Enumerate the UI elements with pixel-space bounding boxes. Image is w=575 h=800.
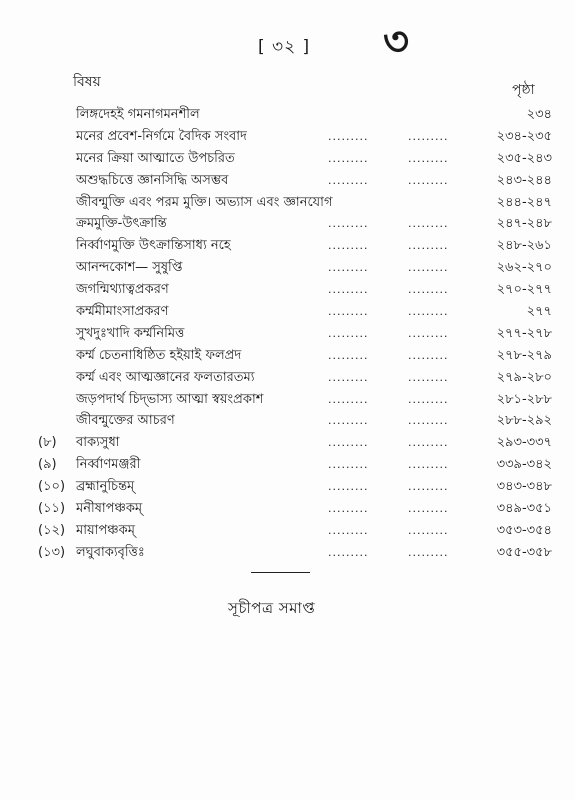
dot-leader: ......... [408, 392, 449, 406]
toc-row [0, 126, 575, 148]
toc-row-title: লিঙ্গদেহই গমনাগমনশীল [76, 107, 200, 122]
toc-row-pages: ২৭৭-২৭৮ [496, 325, 552, 341]
dot-leader: ......... [408, 326, 449, 340]
dot-leader: ......... [328, 436, 369, 450]
toc-row [0, 170, 575, 192]
toc-row [0, 454, 575, 476]
toc-row-title: সুখদুঃখাদি কর্ম্মনিমিত্ত [76, 325, 185, 341]
toc-row-title: জীবন্মুক্তের আচরণ [76, 413, 175, 429]
dot-leader: ......... [408, 348, 449, 362]
toc-row-title: ব্রহ্মানুচিন্তম্ [76, 479, 135, 495]
toc-row [0, 542, 575, 564]
toc-row-number: (১৩) [38, 544, 66, 560]
dot-leader: ......... [408, 129, 449, 143]
toc-row [0, 476, 575, 498]
dot-leader: ......... [408, 305, 449, 319]
toc-row-title: ক্রমমুক্তি-উৎক্রান্তি [76, 216, 167, 232]
toc-row-pages: ২৭৭ [526, 304, 552, 320]
dot-leader: ......... [328, 414, 369, 428]
toc-row [0, 235, 575, 257]
dot-leader: ......... [408, 545, 449, 559]
divider-rule [251, 572, 310, 573]
toc-row [0, 323, 575, 345]
dot-leader: ......... [408, 151, 449, 165]
dot-leader: ......... [328, 392, 369, 406]
toc-row-title: নির্ব্বাণমঞ্জরী [76, 457, 141, 473]
toc-row-pages: ২৮১-২৮৮ [496, 391, 552, 407]
toc-row-title: মনের প্রবেশ-নির্গমে বৈদিক সংবাদ [76, 128, 247, 144]
toc-row [0, 432, 575, 454]
dot-leader: ......... [328, 545, 369, 559]
dot-leader: ......... [328, 129, 369, 143]
section-mark: ৩ [383, 19, 410, 65]
toc-row-title: নির্ব্বাণমুক্তি উৎক্রান্তিসাধ্য নহে [76, 238, 231, 254]
toc-list [0, 104, 575, 564]
toc-row-title: জগন্মিথ্যাত্বপ্রকরণ [76, 282, 169, 298]
toc-row-number: (৯) [38, 457, 57, 473]
dot-leader: ......... [328, 348, 369, 362]
dot-leader: ......... [408, 414, 449, 428]
toc-row-title: জড়পদার্থ চিদ্‌ভাস্য আত্মা স্বয়ংপ্রকাশ [76, 391, 264, 407]
toc-row-pages: ২৭৮-২৭৯ [496, 347, 552, 363]
toc-row-pages: ৩৫৩-৩৫৪ [496, 522, 552, 538]
toc-row [0, 301, 575, 323]
toc-row [0, 520, 575, 542]
toc-row-pages: ২৯৩-৩৩৭ [496, 435, 552, 451]
dot-leader: ......... [328, 283, 369, 297]
dot-leader: ......... [328, 305, 369, 319]
toc-row-pages: ২৪৪-২৪৭ [496, 194, 552, 210]
toc-row-number: (১২) [38, 522, 66, 538]
toc-row-title: মনের ক্রিয়া আত্মাতে উপচরিত [76, 150, 235, 166]
toc-row [0, 367, 575, 389]
toc-row-pages: ২৭০-২৭৭ [496, 282, 552, 298]
toc-row-pages: ৩৫৫-৩৫৮ [496, 544, 552, 560]
dot-leader: ......... [328, 217, 369, 231]
page-number: [ ৩২ ] [258, 37, 311, 57]
toc-row-pages: ২৮৮-২৯২ [496, 413, 552, 429]
dot-leader: ......... [328, 173, 369, 187]
dot-leader: ......... [408, 502, 449, 516]
dot-leader: ......... [408, 261, 449, 275]
toc-row [0, 213, 575, 235]
dot-leader: ......... [328, 502, 369, 516]
toc-row-pages: ২৪৩-২৪৪ [496, 172, 552, 188]
dot-leader: ......... [328, 261, 369, 275]
dot-leader: ......... [408, 458, 449, 472]
header-subject: বিষয় [73, 74, 101, 90]
toc-row-pages: ২৩৫-২৪৩ [496, 150, 552, 166]
toc-row-title: বাক্যসুধা [76, 435, 120, 451]
toc-row-pages: ২৩৪-২৩৫ [496, 128, 552, 144]
toc-row-number: (১১) [38, 501, 66, 517]
toc-row-title: কর্ম্ম এবং আত্মজ্ঞানের ফলতারতম্য [76, 369, 255, 385]
toc-row-number: (৮) [38, 435, 57, 451]
toc-row-title: অশুদ্ধচিত্তে জ্ঞানসিদ্ধি অসম্ভব [76, 172, 229, 188]
toc-row-number: (১০) [38, 479, 66, 495]
toc-row [0, 279, 575, 301]
toc-row-pages: ২৪৭-২৪৮ [496, 216, 552, 232]
toc-row [0, 148, 575, 170]
dot-leader: ......... [328, 480, 369, 494]
toc-row-pages: ৩৪৯-৩৫১ [496, 501, 552, 517]
dot-leader: ......... [408, 523, 449, 537]
toc-row-pages: ২৩৪ [526, 107, 552, 122]
toc-row-pages: ২৭৯-২৮০ [496, 369, 552, 385]
dot-leader: ......... [328, 151, 369, 165]
dot-leader: ......... [328, 523, 369, 537]
dot-leader: ......... [328, 326, 369, 340]
toc-row-title: কর্ম্মমীমাংসাপ্রকরণ [76, 304, 169, 320]
toc-row [0, 104, 575, 126]
footer-text: সূচীপত্র সমাপ্ত [228, 599, 316, 617]
toc-row-title: আনন্দকোশ— সুষুপ্তি [76, 260, 183, 276]
dot-leader: ......... [408, 283, 449, 297]
dot-leader: ......... [328, 239, 369, 253]
toc-row [0, 257, 575, 279]
toc-row-title: কর্ম্ম চেতনাধিষ্ঠিত হইয়াই ফলপ্রদ [76, 347, 242, 363]
dot-leader: ......... [328, 370, 369, 384]
toc-row [0, 410, 575, 432]
dot-leader: ......... [408, 173, 449, 187]
toc-row-title: মনীষাপঞ্চকম্ [76, 501, 143, 517]
toc-row-pages: ২৪৮-২৬১ [496, 238, 552, 254]
toc-row [0, 345, 575, 367]
toc-row-title: লঘুবাক্যবৃত্তিঃ [76, 544, 145, 560]
dot-leader: ......... [408, 480, 449, 494]
toc-row-pages: ৩৪৩-৩৪৮ [496, 479, 552, 495]
toc-row-pages: ২৬২-২৭০ [496, 260, 552, 276]
toc-row-title: জীবন্মুক্তি এবং পরম মুক্তি। অভ্যাস এবং জ্ঞানযোগ [76, 194, 333, 210]
toc-row-pages: ৩৩৯-৩৪২ [496, 457, 552, 473]
dot-leader: ......... [408, 370, 449, 384]
toc-row-title: মায়াপঞ্চকম্ [76, 522, 135, 538]
dot-leader: ......... [408, 239, 449, 253]
dot-leader: ......... [328, 458, 369, 472]
toc-row [0, 389, 575, 411]
dot-leader: ......... [408, 436, 449, 450]
header-page: পৃষ্ঠা [512, 82, 535, 98]
toc-row [0, 498, 575, 520]
toc-row [0, 192, 575, 214]
dot-leader: ......... [408, 217, 449, 231]
